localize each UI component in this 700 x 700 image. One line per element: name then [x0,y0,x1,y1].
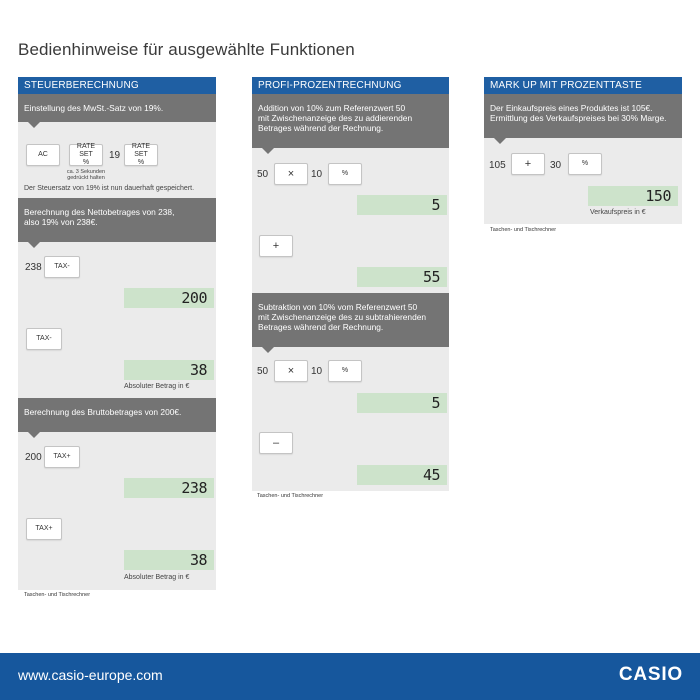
calculator-display: 45 [357,465,447,485]
input-value: 19 [109,150,121,161]
casio-logo: CASIO [618,664,683,685]
multiply-key[interactable]: × [274,163,308,185]
display-label: Absoluter Betrag in € [124,574,190,581]
instruction-text: Ermittlung des Verkaufspreises bei 30% Marge. [490,113,667,123]
input-value: 50 [257,366,269,377]
input-value: 238 [25,262,42,273]
page-title: Bedienhinweise für ausgewählte Funktionen [18,40,355,59]
minus-key[interactable]: – [259,432,293,454]
panel-header: PROFI-PROZENTRECHNUNG [252,77,449,94]
tax-minus-key[interactable]: TAX- [44,256,80,278]
display-label: Verkaufspreis in € [590,209,646,216]
calculator-display: 38 [124,550,214,570]
instruction-box [18,198,216,242]
calculator-display: 38 [124,360,214,380]
instruction-text: Betrages während der Rechnung. [258,322,384,332]
instruction-text: Addition von 10% zum Referenzwert 50 [258,103,406,113]
input-value: 200 [25,452,42,463]
plus-key[interactable]: + [511,153,545,175]
panel-header: MARK UP MIT PROZENTTASTE [484,77,682,94]
stored-note: Der Steuersatz von 19% ist nun dauerhaft gespeichert. [24,185,195,192]
tax-plus-key[interactable]: TAX+ [44,446,80,468]
instruction-box [484,94,682,138]
instruction-box [18,94,216,122]
tax-calculation-panel [18,77,216,590]
footnote: Taschen- und Tischrechner [490,227,557,233]
rate-set-percent-key[interactable] [124,144,158,166]
instruction-text: mit Zwischenanzeige des zu subtrahierenden [258,312,427,322]
hold-note-line: gedrückt halten [67,175,105,181]
rate-set-percent-key[interactable] [69,144,103,166]
instruction-text: Subtraktion von 10% vom Referenzwert 50 [258,302,418,312]
calculator-display: 5 [357,393,447,413]
key-label: % [137,159,145,166]
calculator-display: 200 [124,288,214,308]
input-value: 30 [550,160,562,171]
plus-key[interactable]: + [259,235,293,257]
instruction-text: Berechnung des Bruttobetrages von 200€. [24,407,182,417]
key-top-label: RATE SET [76,143,96,158]
percent-key[interactable]: % [328,360,362,382]
hold-note [64,169,108,181]
multiply-key[interactable]: × [274,360,308,382]
footer-bar [0,653,700,700]
percent-calculation-panel [252,77,449,491]
input-value: 50 [257,169,269,180]
key-label: % [82,159,90,166]
instruction-text: Der Einkaufspreis eines Produktes ist 105€. [490,103,653,113]
tax-minus-key[interactable]: TAX- [26,328,62,350]
tax-plus-key[interactable]: TAX+ [26,518,62,540]
percent-key[interactable]: % [328,163,362,185]
calculator-display: 55 [357,267,447,287]
website-link[interactable]: www.casio-europe.com [18,667,163,683]
key-top-label: RATE SET [131,143,151,158]
instruction-text: Berechnung des Nettobetrages von 238, [24,207,175,217]
input-value: 105 [489,160,506,171]
footnote: Taschen- und Tischrechner [24,592,91,598]
input-value: 10 [311,169,323,180]
markup-panel [484,77,682,224]
hold-note-line: ca. 3 Sekunden [66,169,106,175]
display-label: Absoluter Betrag in € [124,383,190,390]
instruction-box [252,293,449,347]
ac-key[interactable]: AC [26,144,60,166]
instruction-text: Betrages während der Rechnung. [258,123,384,133]
instruction-text: Einstellung des MwSt.-Satz von 19%. [24,103,164,113]
instruction-text: also 19% von 238€. [24,217,98,227]
calculator-display: 238 [124,478,214,498]
instruction-text: mit Zwischenanzeige des zu addierenden [258,113,413,123]
instruction-box [252,94,449,148]
calculator-display: 150 [588,186,678,206]
percent-key[interactable]: % [568,153,602,175]
calculator-display: 5 [357,195,447,215]
panel-header: STEUERBERECHNUNG [18,77,216,94]
input-value: 10 [311,366,323,377]
footnote: Taschen- und Tischrechner [257,493,324,499]
instruction-box [18,398,216,432]
